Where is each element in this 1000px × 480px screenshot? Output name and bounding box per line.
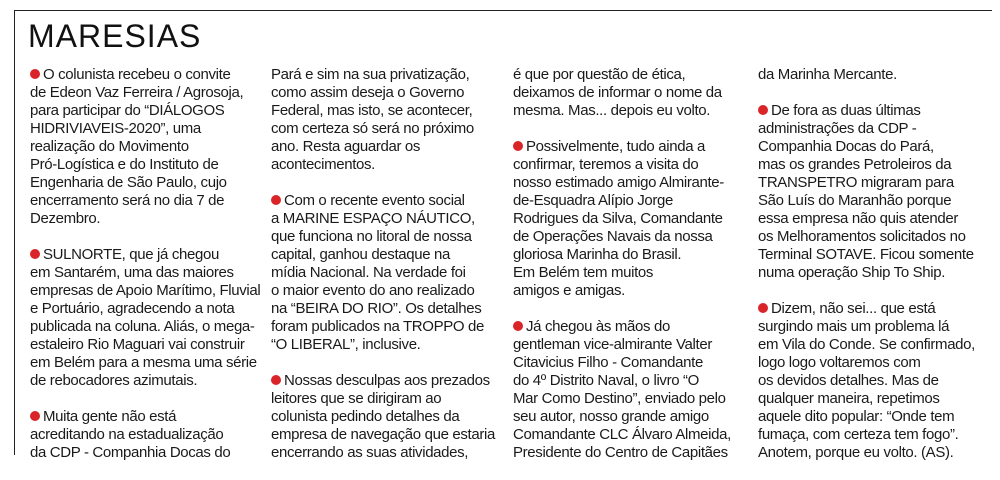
text-line-content: Mar Como Destino”, enviado pelo xyxy=(513,390,726,407)
news-item xyxy=(30,246,261,390)
text-line xyxy=(758,318,990,336)
text-line-content: de Edeon Vaz Ferreira / Agrosoja, xyxy=(30,84,244,101)
news-item xyxy=(30,408,258,462)
red-dot-icon xyxy=(758,303,768,313)
text-line-content: O colunista recebeu o convite xyxy=(43,66,231,83)
news-item xyxy=(758,300,990,462)
text-line-content: na “BEIRA DO RIO”. Os detalhes xyxy=(271,300,482,317)
red-dot-icon xyxy=(758,105,768,115)
text-line-content: nosso estimado amigo Almirante- xyxy=(513,174,724,191)
text-line-content: os Melhoramentos solicitados no xyxy=(758,228,966,245)
text-line-content: do 4º Distrito Naval, o livro “O xyxy=(513,372,700,389)
text-line xyxy=(513,408,741,426)
text-line-content: para participar do “DIÁLOGOS xyxy=(30,102,225,119)
text-line-content: como assim deseja o Governo xyxy=(271,84,465,101)
news-item xyxy=(758,66,990,84)
text-line-content: capital, ganhou destaque na xyxy=(271,246,451,263)
text-line-content: publicada na coluna. Aliás, o mega- xyxy=(30,318,255,335)
text-line xyxy=(271,282,499,300)
text-line-content: foram publicados na TROPPO de xyxy=(271,318,485,335)
text-line-content: Possivelmente, tudo ainda a xyxy=(526,138,706,155)
text-column-2 xyxy=(271,66,499,480)
text-line xyxy=(30,336,258,354)
text-line xyxy=(758,300,990,318)
text-line xyxy=(758,390,990,408)
text-line xyxy=(30,372,258,390)
text-line-content: empresas de Apoio Marítimo, Fluvial xyxy=(30,282,261,299)
text-line-content: da CDP - Companhia Docas do xyxy=(30,444,231,461)
text-line-content: fumaça, com certeza tem fogo”. xyxy=(758,426,959,443)
text-line-content: colunista pedindo detalhes da xyxy=(271,408,460,425)
text-line-content: leitores que se dirigiram ao xyxy=(271,390,442,407)
text-line xyxy=(758,246,990,264)
text-line xyxy=(758,354,990,372)
text-line-content: HIDRIVIAVEIS-2020”, uma xyxy=(30,120,201,137)
text-line-content: de Operações Navais da nossa xyxy=(513,228,713,245)
text-line xyxy=(271,318,499,336)
news-item xyxy=(271,66,499,174)
column-title: MARESIAS xyxy=(28,18,202,54)
text-line-content: Com o recente evento social xyxy=(284,192,465,209)
red-dot-icon xyxy=(271,375,281,385)
text-line xyxy=(271,66,499,84)
text-line-content: Dezembro. xyxy=(30,210,101,227)
text-line xyxy=(513,210,741,228)
text-line xyxy=(271,264,499,282)
text-line xyxy=(513,390,741,408)
text-line-content: da Marinha Mercante. xyxy=(758,66,897,83)
text-line-content: essa empresa não quis atender xyxy=(758,210,958,227)
text-line xyxy=(271,246,499,264)
text-line-content: amigos e amigas. xyxy=(513,282,625,299)
text-line xyxy=(513,336,741,354)
text-line xyxy=(271,444,499,462)
text-line-content: Federal, mas isto, se acontecer, xyxy=(271,102,473,119)
text-line xyxy=(513,228,741,246)
text-line xyxy=(30,120,258,138)
text-line xyxy=(271,426,499,444)
text-line-content: empresa de navegação que estaria xyxy=(271,426,495,443)
text-line xyxy=(758,444,990,462)
text-line xyxy=(758,66,990,84)
text-line xyxy=(513,318,741,336)
text-line xyxy=(271,228,499,246)
text-line-content: TRANSPETRO migraram para xyxy=(758,174,954,191)
text-line xyxy=(30,318,258,336)
text-line xyxy=(30,174,258,192)
text-line xyxy=(30,66,258,84)
text-line-content: acontecimentos. xyxy=(271,156,375,173)
text-line-content: Citavicius Filho - Comandante xyxy=(513,354,703,371)
text-line xyxy=(271,156,499,174)
text-line-content: Rodrigues da Silva, Comandante xyxy=(513,210,723,227)
text-line-content: a MARINE ESPAÇO NÁUTICO, xyxy=(271,210,475,227)
news-item xyxy=(513,318,741,462)
news-item xyxy=(30,66,258,228)
text-line xyxy=(758,138,990,156)
text-line-content: estaleiro Rio Maguari vai construir xyxy=(30,336,245,353)
text-line-content: Pró-Logística e do Instituto de xyxy=(30,156,219,173)
news-item xyxy=(271,372,499,462)
text-line xyxy=(30,444,258,462)
text-line xyxy=(758,408,990,426)
text-line-content: Terminal SOTAVE. Ficou somente xyxy=(758,246,974,263)
red-dot-icon xyxy=(271,195,281,205)
text-line xyxy=(271,390,499,408)
text-line xyxy=(758,174,990,192)
text-line-content: o maior evento do ano realizado xyxy=(271,282,475,299)
news-item xyxy=(513,66,741,120)
text-line-content: ano. Resta aguardar os xyxy=(271,138,421,155)
text-line xyxy=(513,174,741,192)
text-line-content: mas os grandes Petroleiros da xyxy=(758,156,952,173)
text-line-content: Engenharia de São Paulo, cujo xyxy=(30,174,227,191)
text-line-content: Presidente do Centro de Capitães xyxy=(513,444,728,461)
text-line-content: De fora as duas últimas xyxy=(771,102,921,119)
text-line-content: Muita gente não está xyxy=(43,408,177,425)
text-line xyxy=(758,192,990,210)
text-line xyxy=(513,426,741,444)
text-line xyxy=(513,66,741,84)
text-line xyxy=(271,372,499,390)
text-line-content: administrações da CDP - xyxy=(758,120,917,137)
text-line-content: acreditando na estadualização xyxy=(30,426,224,443)
text-line xyxy=(513,444,741,462)
text-line xyxy=(758,336,990,354)
text-line xyxy=(513,138,741,156)
text-line-content: encerramento será no dia 7 de xyxy=(30,192,225,209)
text-line-content: Pará e sim na sua privatização, xyxy=(271,66,470,83)
text-line xyxy=(271,120,499,138)
text-line xyxy=(30,102,258,120)
text-line xyxy=(513,264,741,282)
red-dot-icon xyxy=(513,141,523,151)
text-line xyxy=(30,426,258,444)
text-line xyxy=(30,282,261,300)
text-column-4 xyxy=(758,66,990,480)
top-rule xyxy=(14,10,992,11)
text-line-content: encerrando as suas atividades, xyxy=(271,444,469,461)
text-line xyxy=(271,192,499,210)
text-line xyxy=(30,192,258,210)
text-line xyxy=(271,138,499,156)
text-line-content: deixamos de informar o nome da xyxy=(513,84,722,101)
text-line xyxy=(513,192,741,210)
text-line-content: com certeza só será no próximo xyxy=(271,120,474,137)
text-line xyxy=(513,354,741,372)
text-line-content: SULNORTE, que já chegou xyxy=(43,246,219,263)
text-line-content: surgindo mais um problema lá xyxy=(758,318,950,335)
text-line xyxy=(513,372,741,390)
text-line xyxy=(30,84,258,102)
text-line xyxy=(513,282,741,300)
text-line xyxy=(758,102,990,120)
text-line xyxy=(271,300,499,318)
text-line xyxy=(758,120,990,138)
text-line-content: que funciona no litoral de nossa xyxy=(271,228,472,245)
text-line xyxy=(271,84,499,102)
text-line-content: Anotem, porque eu volto. (AS). xyxy=(758,444,954,461)
text-line-content: em Santarém, uma das maiores xyxy=(30,264,234,281)
text-line-content: mídia Nacional. Na verdade foi xyxy=(271,264,466,281)
text-line-content: de-Esquadra Alípio Jorge xyxy=(513,192,674,209)
text-line xyxy=(758,264,990,282)
text-line xyxy=(271,408,499,426)
red-dot-icon xyxy=(30,69,40,79)
text-line xyxy=(513,102,741,120)
text-line-content: Dizem, não sei... que está xyxy=(771,300,936,317)
text-line-content: numa operação Ship To Ship. xyxy=(758,264,946,281)
text-line xyxy=(30,264,258,282)
text-line-content: “O LIBERAL”, inclusive. xyxy=(271,336,421,353)
text-line-content: gentleman vice-almirante Valter xyxy=(513,336,712,353)
text-line xyxy=(271,102,499,120)
text-line xyxy=(30,138,258,156)
text-line-content: Em Belém tem muitos xyxy=(513,264,654,281)
text-line-content: de rebocadores azimutais. xyxy=(30,372,198,389)
text-line xyxy=(758,210,990,228)
text-line xyxy=(758,228,990,246)
text-line-content: gloriosa Marinha do Brasil. xyxy=(513,246,682,263)
text-line xyxy=(30,300,258,318)
text-line-content: é que por questão de ética, xyxy=(513,66,686,83)
text-line-content: Já chegou às mãos do xyxy=(526,318,670,335)
text-line-content: em Vila do Conde. Se confirmado, xyxy=(758,336,975,353)
text-line-content: Comandante CLC Álvaro Almeida, xyxy=(513,426,731,443)
text-column-1 xyxy=(30,66,261,480)
text-line-content: Nossas desculpas aos prezados xyxy=(284,372,490,389)
text-line xyxy=(30,156,258,174)
text-line-content: mesma. Mas... depois eu volto. xyxy=(513,102,711,119)
text-line xyxy=(271,210,499,228)
text-line xyxy=(30,210,258,228)
text-line xyxy=(513,246,741,264)
text-line xyxy=(30,354,258,372)
text-line xyxy=(758,156,990,174)
text-line-content: São Luís do Maranhão porque xyxy=(758,192,952,209)
text-line-content: em Belém para a mesma uma série xyxy=(30,354,257,371)
text-line-content: logo logo voltaremos com xyxy=(758,354,921,371)
red-dot-icon xyxy=(30,249,40,259)
text-line-content: confirmar, teremos a visita do xyxy=(513,156,699,173)
text-line-content: os devidos detalhes. Mas de xyxy=(758,372,939,389)
news-item xyxy=(271,192,499,354)
red-dot-icon xyxy=(30,411,40,421)
text-line xyxy=(271,336,499,354)
text-line xyxy=(758,426,990,444)
text-line-content: realização do Movimento xyxy=(30,138,189,155)
text-column-3 xyxy=(513,66,741,480)
text-line-content: aquele dito popular: “Onde tem xyxy=(758,408,955,425)
text-line xyxy=(30,408,258,426)
text-line xyxy=(758,372,990,390)
left-rule xyxy=(14,10,15,455)
text-line-content: qualquer maneira, repetimos xyxy=(758,390,940,407)
news-item xyxy=(513,138,741,300)
text-line-content: e Portuário, agradecendo a nota xyxy=(30,300,235,317)
text-line xyxy=(513,84,741,102)
text-line-content: seu autor, nosso grande amigo xyxy=(513,408,709,425)
red-dot-icon xyxy=(513,321,523,331)
text-line xyxy=(513,156,741,174)
text-line-content: Companhia Docas do Pará, xyxy=(758,138,934,155)
news-item xyxy=(758,102,990,282)
text-line xyxy=(30,246,258,264)
